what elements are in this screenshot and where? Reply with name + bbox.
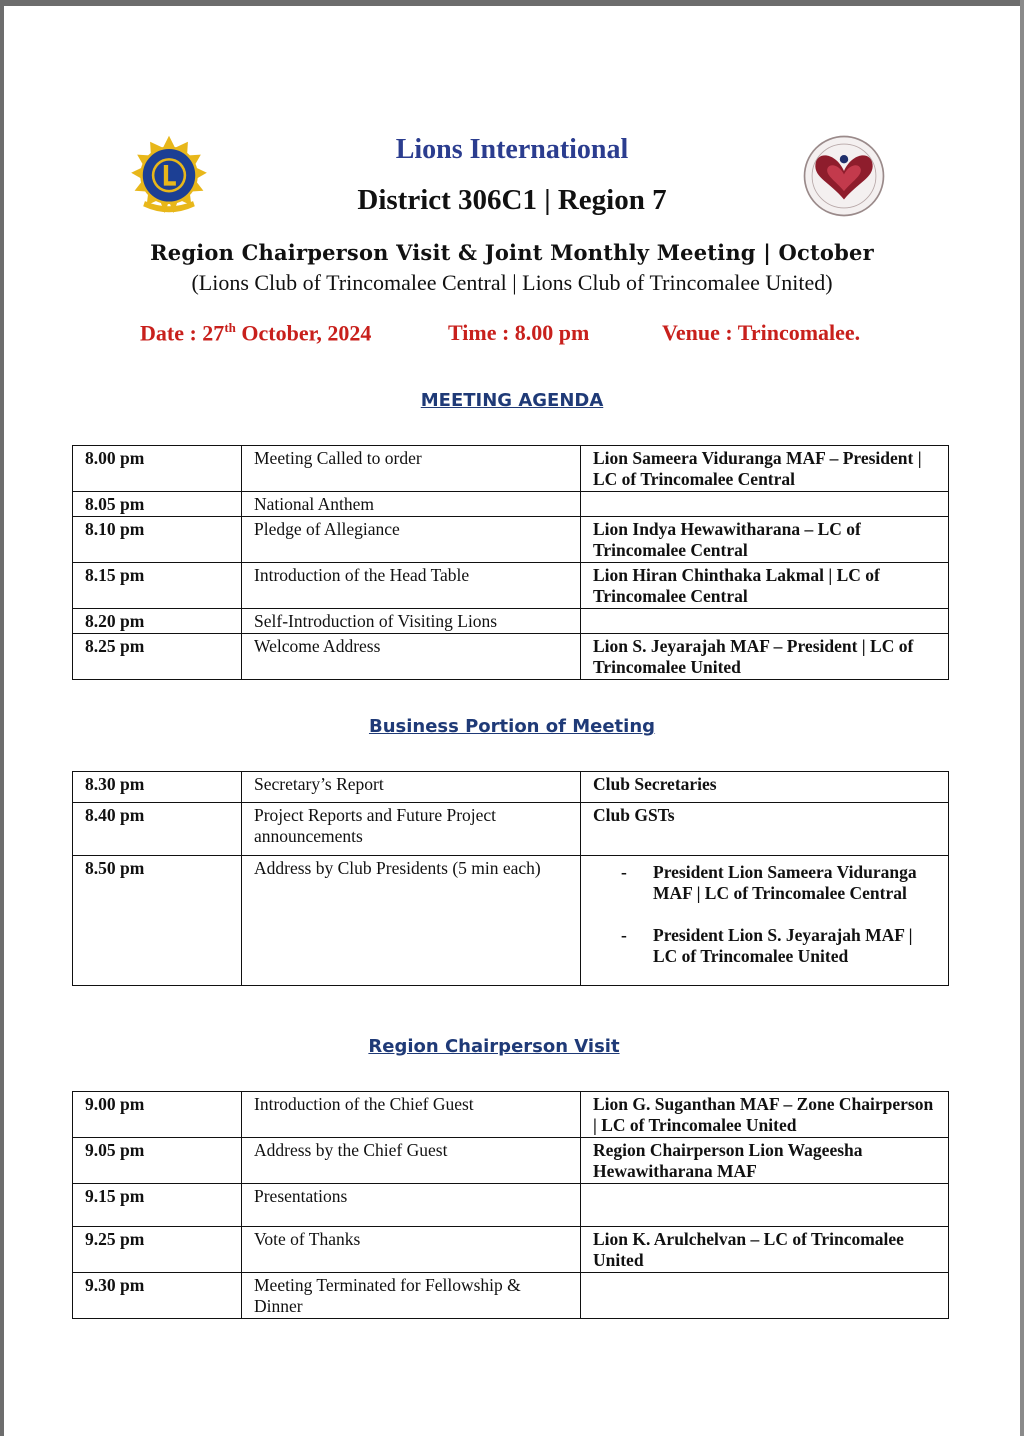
table-row [73,1227,949,1273]
row-time: 8.30 pm [73,772,242,803]
meeting-date: Date : 27th October, 2024 [140,320,372,346]
row-item: Welcome Address [242,634,581,680]
row-item: Pledge of Allegiance [242,517,581,563]
row-time: 8.50 pm [73,856,242,986]
row-item: Vote of Thanks [242,1227,581,1273]
row-time: 8.20 pm [73,609,242,634]
agenda-heading: MEETING AGENDA [420,390,604,411]
row-lead [581,856,949,986]
district-title: District 306C1 | Region 7 [357,184,667,216]
visit-heading: Region Chairperson Visit [368,1036,620,1057]
meeting-venue: Venue : Trincomalee. [662,320,861,345]
row-time: 9.05 pm [73,1138,242,1184]
row-time: 8.05 pm [73,492,242,517]
row-item: Secretary’s Report [242,772,581,803]
table-row [73,1184,949,1227]
row-item: Address by the Chief Guest [242,1138,581,1184]
table-row [73,1138,949,1184]
table-row [73,517,949,563]
table-row [73,446,949,492]
row-time: 9.25 pm [73,1227,242,1273]
list-item [593,862,940,904]
row-item: Presentations [242,1184,581,1227]
presidents-list [593,862,940,967]
table-row [73,492,949,517]
list-item [593,925,940,967]
row-lead: Lion Sameera Viduranga MAF – President | LC of Trincomalee Central [581,446,949,492]
row-time: 9.30 pm [73,1273,242,1319]
meeting-time: Time : 8.00 pm [448,320,590,345]
row-lead: Lion Hiran Chinthaka Lakmal | LC of Trincomalee Central [581,563,949,609]
row-lead [581,609,949,634]
row-lead [581,1273,949,1319]
row-lead: Lion S. Jeyarajah MAF – President | LC of Trincomalee United [581,634,949,680]
table-row [73,634,949,680]
row-time: 9.15 pm [73,1184,242,1227]
business-table [72,771,949,986]
bullet-dash: - [621,862,627,882]
meeting-title: Region Chairperson Visit & Joint Monthly Meeting | October [150,240,874,265]
row-lead: Region Chairperson Lion Wageesha Hewawitharana MAF [581,1138,949,1184]
row-item: Meeting Terminated for Fellowship & Dinner [242,1273,581,1319]
table-row [73,1273,949,1319]
row-time: 8.10 pm [73,517,242,563]
row-lead: Club Secretaries [581,772,949,803]
row-lead: Lion Indya Hewawitharana – LC of Trincomalee Central [581,517,949,563]
row-time: 9.00 pm [73,1092,242,1138]
row-lead [581,1184,949,1227]
row-time: 8.00 pm [73,446,242,492]
table-row [73,563,949,609]
table-row [73,772,949,803]
row-item: Introduction of the Head Table [242,563,581,609]
row-time: 8.40 pm [73,803,242,856]
bullet-text: President Lion S. Jeyarajah MAF | LC of Trincomalee United [653,925,913,966]
business-heading: Business Portion of Meeting [368,716,656,737]
row-item: Introduction of the Chief Guest [242,1092,581,1138]
agenda-table [72,445,949,680]
clubs-line: (Lions Club of Trincomalee Central | Lions Club of Trincomalee United) [191,270,833,295]
bullet-dash: - [621,925,627,945]
table-row [73,803,949,856]
visit-table [72,1091,949,1319]
row-item: Self-Introduction of Visiting Lions [242,609,581,634]
row-lead: Lion K. Arulchelvan – LC of Trincomalee United [581,1227,949,1273]
window-frame-top [0,0,1024,6]
table-row [73,609,949,634]
bullet-text: President Lion Sameera Viduranga MAF | LC of Trincomalee Central [653,862,917,903]
row-item: Meeting Called to order [242,446,581,492]
row-item: Project Reports and Future Project announcements [242,803,581,856]
row-lead: Lion G. Suganthan MAF – Zone Chairperson | LC of Trincomalee United [581,1092,949,1138]
org-title: Lions International [395,134,629,165]
row-item: National Anthem [242,492,581,517]
row-item: Address by Club Presidents (5 min each) [242,856,581,986]
table-row [73,1092,949,1138]
row-lead: Club GSTs [581,803,949,856]
row-time: 8.15 pm [73,563,242,609]
row-lead [581,492,949,517]
row-time: 8.25 pm [73,634,242,680]
table-row [73,856,949,986]
